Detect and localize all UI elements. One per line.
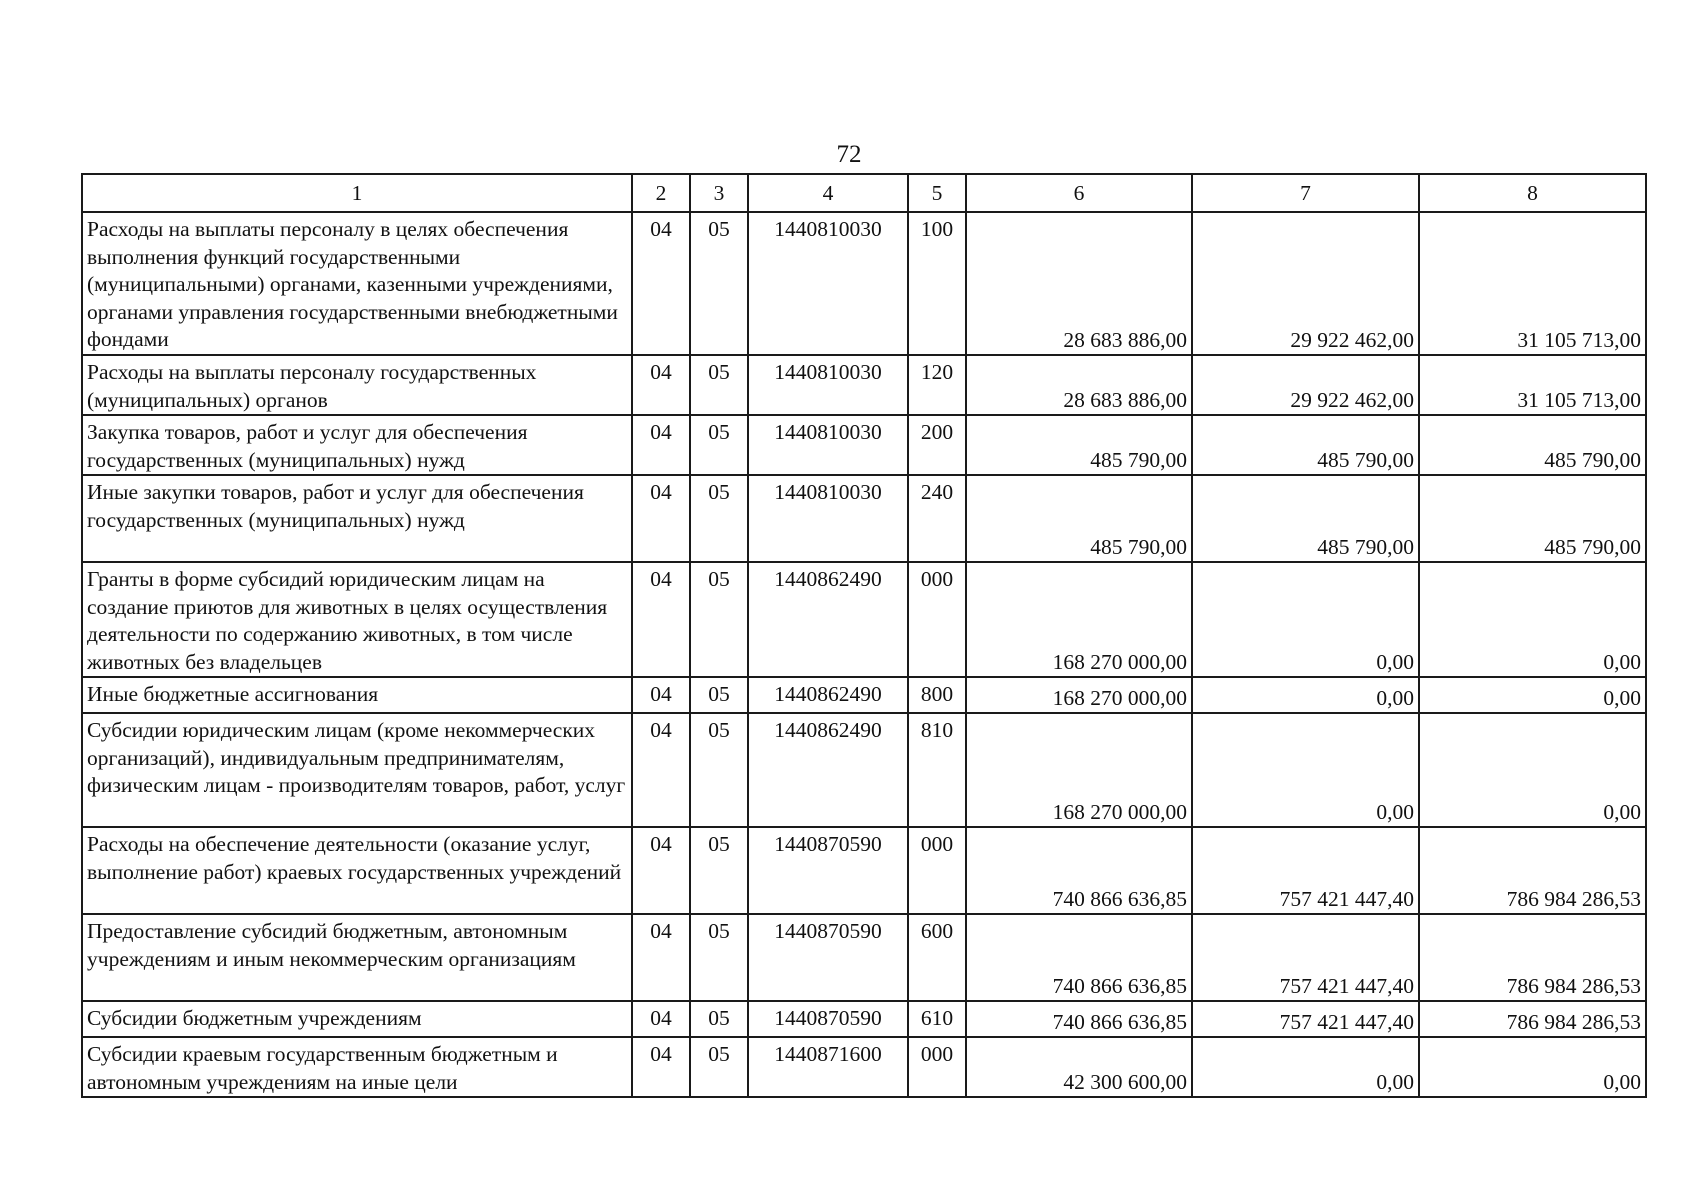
amount-col-7: 757 421 447,40 — [1192, 914, 1419, 1001]
section-code: 04 — [632, 355, 690, 415]
table-row — [82, 415, 1646, 475]
subsection-code: 05 — [690, 415, 748, 475]
expense-type-code: 120 — [908, 355, 966, 415]
column-header: 7 — [1192, 174, 1419, 212]
amount-col-7: 757 421 447,40 — [1192, 827, 1419, 914]
row-description: Предоставление субсидий бюджетным, автономным учреждениям и иным некоммерческим организациям — [82, 914, 632, 1001]
row-description: Иные закупки товаров, работ и услуг для обеспечения государственных (муниципальных) нужд — [82, 475, 632, 562]
header-row — [82, 174, 1646, 212]
expense-type-code: 800 — [908, 677, 966, 713]
target-article-code: 1440871600 — [748, 1037, 908, 1097]
target-article-code: 1440870590 — [748, 1001, 908, 1037]
table-row — [82, 562, 1646, 677]
target-article-code: 1440870590 — [748, 827, 908, 914]
section-code: 04 — [632, 677, 690, 713]
amount-col-6: 740 866 636,85 — [966, 1001, 1192, 1037]
subsection-code: 05 — [690, 677, 748, 713]
table-row — [82, 827, 1646, 914]
section-code: 04 — [632, 415, 690, 475]
row-description: Расходы на выплаты персоналу в целях обеспечения выполнения функций государственными (муниципальными) органами, казенными учреждениями, органами управления государственными внебюджетными фондами — [82, 212, 632, 355]
target-article-code: 1440862490 — [748, 562, 908, 677]
table-row — [82, 1037, 1646, 1097]
amount-col-7: 29 922 462,00 — [1192, 355, 1419, 415]
amount-col-8: 786 984 286,53 — [1419, 827, 1646, 914]
expense-type-code: 100 — [908, 212, 966, 355]
target-article-code: 1440862490 — [748, 713, 908, 827]
expense-type-code: 600 — [908, 914, 966, 1001]
column-header: 1 — [82, 174, 632, 212]
column-header: 5 — [908, 174, 966, 212]
subsection-code: 05 — [690, 914, 748, 1001]
expense-type-code: 200 — [908, 415, 966, 475]
table-row — [82, 914, 1646, 1001]
target-article-code: 1440810030 — [748, 415, 908, 475]
expense-type-code: 240 — [908, 475, 966, 562]
amount-col-8: 786 984 286,53 — [1419, 1001, 1646, 1037]
amount-col-8: 786 984 286,53 — [1419, 914, 1646, 1001]
amount-col-7: 0,00 — [1192, 713, 1419, 827]
target-article-code: 1440810030 — [748, 475, 908, 562]
amount-col-8: 485 790,00 — [1419, 415, 1646, 475]
amount-col-6: 485 790,00 — [966, 415, 1192, 475]
row-description: Субсидии краевым государственным бюджетным и автономным учреждениям на иные цели — [82, 1037, 632, 1097]
section-code: 04 — [632, 475, 690, 562]
amount-col-6: 168 270 000,00 — [966, 677, 1192, 713]
amount-col-6: 740 866 636,85 — [966, 827, 1192, 914]
amount-col-8: 31 105 713,00 — [1419, 212, 1646, 355]
row-description: Гранты в форме субсидий юридическим лицам на создание приютов для животных в целях осуществления деятельности по содержанию животных, в том числе животных без владельцев — [82, 562, 632, 677]
amount-col-6: 168 270 000,00 — [966, 562, 1192, 677]
expense-type-code: 000 — [908, 1037, 966, 1097]
row-description: Расходы на обеспечение деятельности (оказание услуг, выполнение работ) краевых государственных учреждений — [82, 827, 632, 914]
amount-col-8: 0,00 — [1419, 562, 1646, 677]
amount-col-8: 485 790,00 — [1419, 475, 1646, 562]
amount-col-7: 485 790,00 — [1192, 475, 1419, 562]
section-code: 04 — [632, 827, 690, 914]
amount-col-7: 0,00 — [1192, 677, 1419, 713]
subsection-code: 05 — [690, 1037, 748, 1097]
table-row — [82, 475, 1646, 562]
table-row — [82, 355, 1646, 415]
subsection-code: 05 — [690, 562, 748, 677]
table-row — [82, 677, 1646, 713]
amount-col-6: 485 790,00 — [966, 475, 1192, 562]
expense-type-code: 610 — [908, 1001, 966, 1037]
table-row — [82, 212, 1646, 355]
section-code: 04 — [632, 212, 690, 355]
target-article-code: 1440870590 — [748, 914, 908, 1001]
column-header: 2 — [632, 174, 690, 212]
column-header: 4 — [748, 174, 908, 212]
subsection-code: 05 — [690, 355, 748, 415]
table-body — [82, 212, 1646, 1097]
subsection-code: 05 — [690, 1001, 748, 1037]
row-description: Субсидии юридическим лицам (кроме некоммерческих организаций), индивидуальным предпринимателям, физическим лицам - производителям товаров, работ, услуг — [82, 713, 632, 827]
amount-col-8: 0,00 — [1419, 713, 1646, 827]
amount-col-6: 28 683 886,00 — [966, 212, 1192, 355]
row-description: Закупка товаров, работ и услуг для обеспечения государственных (муниципальных) нужд — [82, 415, 632, 475]
expense-type-code: 000 — [908, 827, 966, 914]
amount-col-6: 740 866 636,85 — [966, 914, 1192, 1001]
expense-type-code: 000 — [908, 562, 966, 677]
subsection-code: 05 — [690, 475, 748, 562]
page-number: 72 — [836, 141, 862, 168]
section-code: 04 — [632, 1001, 690, 1037]
amount-col-8: 31 105 713,00 — [1419, 355, 1646, 415]
amount-col-6: 42 300 600,00 — [966, 1037, 1192, 1097]
column-header: 3 — [690, 174, 748, 212]
expense-type-code: 810 — [908, 713, 966, 827]
section-code: 04 — [632, 1037, 690, 1097]
amount-col-6: 28 683 886,00 — [966, 355, 1192, 415]
target-article-code: 1440810030 — [748, 355, 908, 415]
section-code: 04 — [632, 562, 690, 677]
amount-col-7: 757 421 447,40 — [1192, 1001, 1419, 1037]
column-header: 8 — [1419, 174, 1646, 212]
amount-col-8: 0,00 — [1419, 677, 1646, 713]
row-description: Субсидии бюджетным учреждениям — [82, 1001, 632, 1037]
budget-table — [81, 173, 1647, 1098]
subsection-code: 05 — [690, 713, 748, 827]
target-article-code: 1440810030 — [748, 212, 908, 355]
amount-col-7: 485 790,00 — [1192, 415, 1419, 475]
column-header: 6 — [966, 174, 1192, 212]
amount-col-7: 0,00 — [1192, 1037, 1419, 1097]
row-description: Расходы на выплаты персоналу государственных (муниципальных) органов — [82, 355, 632, 415]
amount-col-7: 29 922 462,00 — [1192, 212, 1419, 355]
table-row — [82, 1001, 1646, 1037]
section-code: 04 — [632, 713, 690, 827]
amount-col-7: 0,00 — [1192, 562, 1419, 677]
subsection-code: 05 — [690, 827, 748, 914]
section-code: 04 — [632, 914, 690, 1001]
target-article-code: 1440862490 — [748, 677, 908, 713]
table-row — [82, 713, 1646, 827]
row-description: Иные бюджетные ассигнования — [82, 677, 632, 713]
amount-col-8: 0,00 — [1419, 1037, 1646, 1097]
subsection-code: 05 — [690, 212, 748, 355]
amount-col-6: 168 270 000,00 — [966, 713, 1192, 827]
